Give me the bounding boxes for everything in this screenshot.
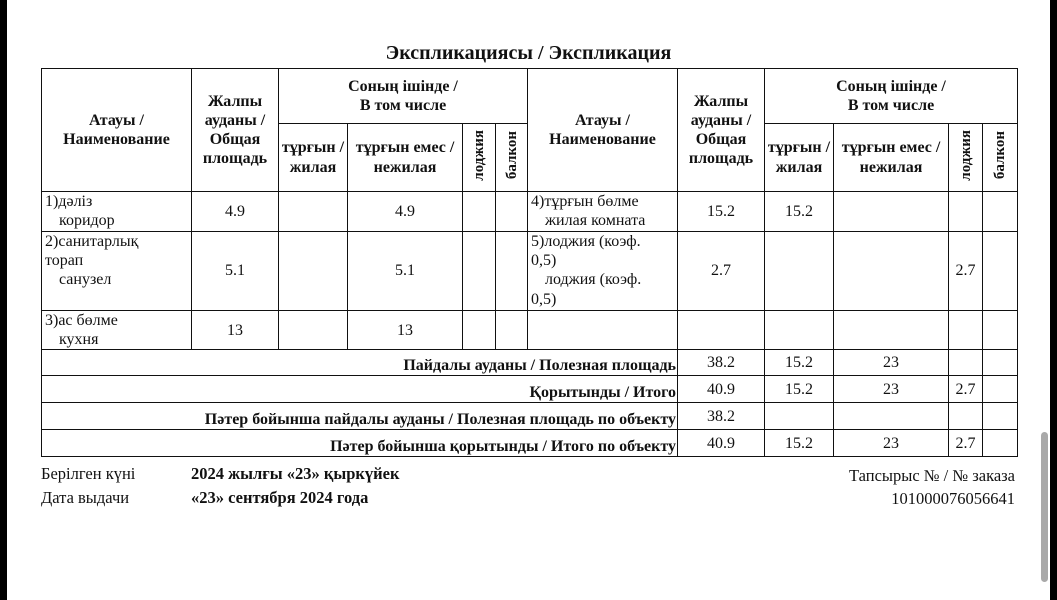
summary-loggia <box>949 350 983 376</box>
area-cell: 15.2 <box>678 192 765 232</box>
issued-label-ru: Дата выдачи <box>41 488 130 507</box>
order-number: 101000076056641 <box>891 489 1015 508</box>
living-cell <box>279 311 348 350</box>
living-cell: 15.2 <box>765 192 834 232</box>
table-row <box>42 192 1018 232</box>
header-area-left: Жалпы ауданы / Общая площадь <box>192 69 279 192</box>
nonliving-cell: 5.1 <box>348 232 463 311</box>
living-cell <box>279 232 348 311</box>
summary-loggia <box>949 403 983 430</box>
header-living-left: тұрғын / жилая <box>279 124 348 192</box>
living-cell <box>765 232 834 311</box>
balcony-cell <box>983 192 1018 232</box>
header-nonliving-right: тұрғын емес / нежилая <box>834 124 949 192</box>
area-cell <box>678 311 765 350</box>
loggia-cell <box>463 192 496 232</box>
loggia-cell: 2.7 <box>949 232 983 311</box>
issued-date-kz: 2024 жылғы «23» қыркүйек <box>191 464 400 483</box>
nonliving-cell <box>834 311 949 350</box>
summary-total: 40.9 <box>678 376 765 403</box>
room-name-cell: 2)санитарлық торап санузел <box>42 232 192 311</box>
table-row <box>42 232 1018 311</box>
loggia-cell <box>463 311 496 350</box>
balcony-cell <box>983 232 1018 311</box>
left-edge <box>0 0 7 600</box>
summary-total: 40.9 <box>678 430 765 457</box>
summary-row-object-total <box>42 430 1018 457</box>
nonliving-cell: 13 <box>348 311 463 350</box>
summary-living: 15.2 <box>765 376 834 403</box>
loggia-cell <box>949 311 983 350</box>
nonliving-cell <box>834 192 949 232</box>
summary-loggia: 2.7 <box>949 376 983 403</box>
summary-label: Пайдалы ауданы / Полезная площадь <box>42 350 678 376</box>
nonliving-cell <box>834 232 949 311</box>
summary-balcony <box>983 430 1018 457</box>
summary-nonliving: 23 <box>834 350 949 376</box>
living-cell <box>765 311 834 350</box>
area-cell: 5.1 <box>192 232 279 311</box>
summary-balcony <box>983 403 1018 430</box>
summary-balcony <box>983 350 1018 376</box>
header-name-right: Атауы / Наименование <box>528 69 678 192</box>
summary-row-useful-area <box>42 350 1018 376</box>
header-loggia-left: лоджия <box>463 124 496 192</box>
header-balcony-left: балкон <box>496 124 528 192</box>
living-cell <box>279 192 348 232</box>
area-cell: 4.9 <box>192 192 279 232</box>
summary-nonliving: 23 <box>834 430 949 457</box>
summary-row-total <box>42 376 1018 403</box>
header-area-right: Жалпы ауданы / Общая площадь <box>678 69 765 192</box>
balcony-cell <box>496 232 528 311</box>
summary-nonliving: 23 <box>834 376 949 403</box>
issued-date-ru: «23» сентября 2024 года <box>191 488 369 507</box>
summary-balcony <box>983 376 1018 403</box>
room-name-cell: 1)дәліз коридор <box>42 192 192 232</box>
header-loggia-right: лоджия <box>949 124 983 192</box>
balcony-cell <box>983 311 1018 350</box>
loggia-cell <box>949 192 983 232</box>
area-cell: 13 <box>192 311 279 350</box>
explication-table <box>41 68 1018 457</box>
loggia-cell <box>463 232 496 311</box>
scrollbar[interactable] <box>1041 432 1048 582</box>
summary-living: 15.2 <box>765 430 834 457</box>
summary-label: Пәтер бойынша пайдалы ауданы / Полезная площадь по объекту <box>42 403 678 430</box>
header-including-right: Соның ішінде / В том числе <box>765 69 1018 124</box>
room-name-cell: 3)ас бөлме кухня <box>42 311 192 350</box>
room-name-cell: 4)тұрғын бөлме жилая комната <box>528 192 678 232</box>
summary-living: 15.2 <box>765 350 834 376</box>
balcony-cell <box>496 311 528 350</box>
header-name-left: Атауы / Наименование <box>42 69 192 192</box>
issued-label-kz: Берілген күні <box>41 464 136 483</box>
header-living-right: тұрғын / жилая <box>765 124 834 192</box>
balcony-cell <box>496 192 528 232</box>
header-balcony-right: балкон <box>983 124 1018 192</box>
document-title: Экспликациясы / Экспликация <box>385 42 672 64</box>
header-nonliving-left: тұрғын емес / нежилая <box>348 124 463 192</box>
summary-row-object-useful-area <box>42 403 1018 430</box>
summary-loggia: 2.7 <box>949 430 983 457</box>
summary-living <box>765 403 834 430</box>
summary-nonliving <box>834 403 949 430</box>
summary-total: 38.2 <box>678 350 765 376</box>
summary-total: 38.2 <box>678 403 765 430</box>
nonliving-cell: 4.9 <box>348 192 463 232</box>
summary-label: Қорытынды / Итого <box>42 376 678 403</box>
room-name-cell <box>528 311 678 350</box>
summary-label: Пәтер бойынша қорытынды / Итого по объекту <box>42 430 678 457</box>
room-name-cell: 5)лоджия (коэф. 0,5) лоджия (коэф. 0,5) <box>528 232 678 311</box>
header-row-1 <box>42 69 1018 124</box>
header-including-left: Соның ішінде / В том числе <box>279 69 528 124</box>
right-edge <box>1050 0 1057 600</box>
order-label: Тапсырыс № / № заказа <box>848 466 1015 485</box>
area-cell: 2.7 <box>678 232 765 311</box>
table-row <box>42 311 1018 350</box>
